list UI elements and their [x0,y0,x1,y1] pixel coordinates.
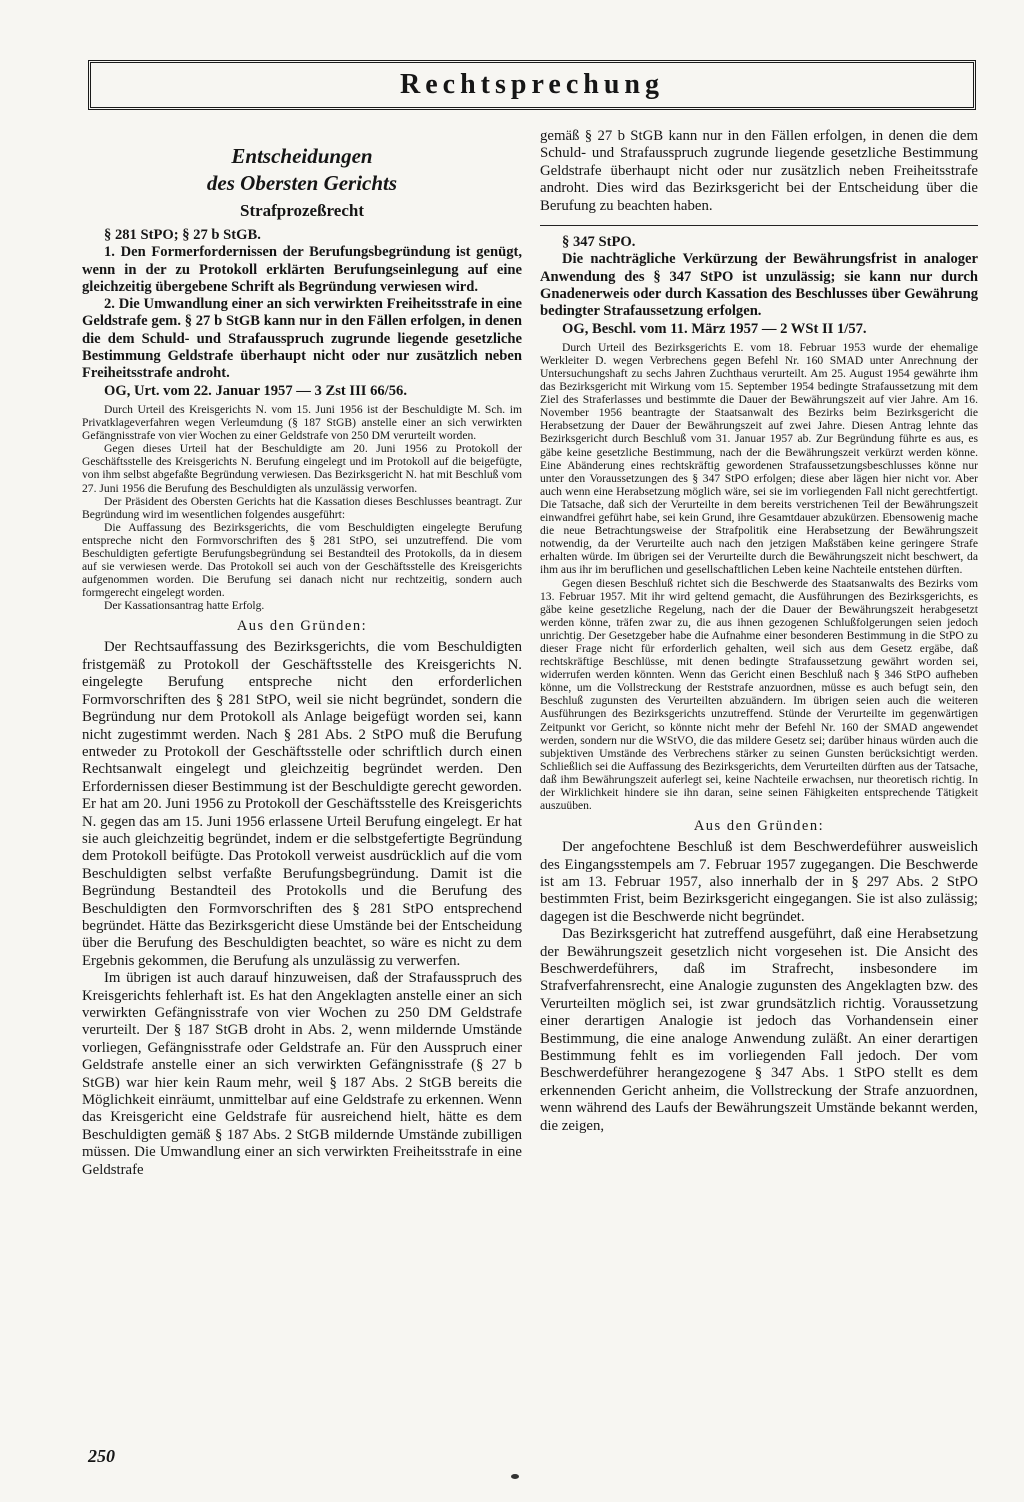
right-column [540,128,978,1135]
section-divider [540,225,978,226]
left-column [82,135,522,1179]
grounds-title: Aus den Gründen: [693,818,825,835]
facts-paragraph: Durch Urteil des Kreisgerichts N. vom 15. Juni 1956 ist der Beschuldigte M. Sch. im Privatklageverfahren wegen Verleumdung (§ 187 StGB) anstelle einer an sich verwirkten Gefängnisstrafe von vier Wochen zu einer Geldstrafe von 250 DM verurteilt worden. [82,402,522,443]
facts-paragraph: Gegen diesen Beschluß richtet sich die Beschwerde des Staatsanwalts des Bezirks vom 13. Februar 1957. Mit ihr wird geltend gemacht, die Ausführungen des Bezirksgerichts, es gäbe keine gesetzliche Regelung, nach der die Dauer der Bewährungszeit herabgesetzt werden könne, träfen zwar zu, die aus ihnen gezogenen Schlußfolgerungen seien jedoch unrichtig. Der Gesetzgeber habe die Aufnahme einer besonderen Bestimmung in die StPO zu dieser Frage nicht für erforderlich gehalten, weil sich aus dem Gesetz ergäbe, daß rechtskräftige Beschlüsse, mit denen bedingte Strafaussetzung gewährt worden sei, widerrufen werden könnten. Wenn das Gericht einen Beschluß nach § 346 StPO aufheben könne, um die Vollstreckung der Reststrafe anzuordnen, müsse es auch befugt sein, den Beschluß zugunsten des Verurteilten abzuändern. Im übrigen seien auch die weiteren Ausführungen des Bezirksgerichts unzutreffend. Stünde der Verurteilte im gegenwärtigen Zeitpunkt vor Gericht, so könnte nicht mehr der Befehl Nr. 160 der SMAD angewendet werden, sondern nur die WStVO, die das mildere Gesetz sei; darüber hinaus würden auch die subjektiven Umstände des Verbrechens stärker zu seinen Gunsten berücksichtigt werden. Schließlich sei die Auffassung des Bezirksgerichts, dem Verurteilten dürften aus der Tatsache, daß ihm Bewährungszeit auferlegt sei, keine Nachteile erwachsen, nur theoretisch richtig. In der Wirklichkeit hindere sie ihn daran, seine seinen Fähigkeiten entsprechende Tätigkeit auszuüben. [540,576,978,813]
statute-citation: § 281 StPO; § 27 b StGB. [104,227,261,243]
decision-heading-line-1: Entscheidungen [231,144,373,168]
section-masthead [88,60,976,110]
headnote-2: 2. Die Umwandlung einer an sich verwirkten Freiheitsstrafe in eine Geldstrafe gem. § 27 b StGB kann nur in den Fällen erfolgen, in denen die dem Schuld- und Strafausspruch zugrunde liegende gesetzliche Bestimmung Geldstrafe überhaupt nicht oder nur zusätzlich neben Freiheitsstrafe androht. [82,296,522,382]
facts-paragraph: Der Kassationsantrag hatte Erfolg. [104,599,265,613]
grounds-paragraph: Im übrigen ist auch darauf hinzuweisen, daß der Strafausspruch des Kreisgerichts fehlerhaft ist. Es hat den Angeklagten anstelle einer an sich verwirkten Gefängnisstrafe von vier Wochen zu 250 DM Geldstrafe verurteilt. Der § 187 StGB droht in Abs. 2, wenn mildernde Umstände vorliegen, Gefängnisstrafe oder Geldstrafe an. Für den Ausspruch einer Geldstrafe anstelle einer an sich verwirkten Gefängnisstrafe (§ 27 b StGB) war hier kein Raum mehr, weil § 187 Abs. 2 StGB bereits die Möglichkeit einräumt, unmittelbar auf eine Geldstrafe zu erkennen. Wenn das Kreisgericht eine Geldstrafe für ausreichend hielt, hätte es dem Beschuldigten gemäß § 187 Abs. 2 StGB mildernde Umstände zubilligen müssen. Die Umwandlung einer an sich verwirkten Freiheitsstrafe in eine Geldstrafe [82,970,522,1178]
section-title: Rechtsprechung [400,69,664,100]
grounds-paragraph: Der Rechtsauffassung des Bezirksgerichts, die vom Beschuldigten fristgemäß zu Protokoll der Geschäftsstelle des Kreisgerichts N. eingelegte Berufung entspreche nicht den erforderlichen Formvorschriften des § 281 StPO, weil sie nicht begründet, sondern die Begründung nur dem Protokoll als Anlage beigefügt worden sei, kann nicht zugestimmt werden. Nach § 281 Abs. 2 StPO muß die Berufung entweder zu Protokoll der Geschäftsstelle oder schriftlich durch einen Rechtsanwalt eingelegt und gleichzeitig begründet werden. Den Erfordernissen dieser Bestimmung ist der Beschuldigte gerecht geworden. Er hat am 20. Juni 1956 zu Protokoll der Geschäftsstelle des Kreisgerichts N. gegen das am 15. Juni 1956 erlassene Urteil Berufung eingelegt. Er hat sie auch gleichzeitig begründet, indem er die selbstgefertigte Begründung dem Protokoll beifügte. Das Protokoll verweist ausdrücklich auf die vom Beschuldigten selbst verfaßte Berufungsbegründung. Damit ist die Begründung Bestandteil des Protokolls und die Berufung des Beschuldigten den Formvorschriften des § 281 StPO entsprechend begründet. Hätte das Bezirksgericht diese Umstände bei der Entscheidung über die Berufung des Beschuldigten beachtet, so wäre es nicht zu dem Ergebnis gekommen, die Berufung als unzulässig zu verwerfen. [82,639,522,969]
decision-heading-line-2: des Obersten Gerichts [206,171,398,195]
ruling-reference: OG, Beschl. vom 11. März 1957 — 2 WSt II 1/57. [562,320,867,337]
grounds-paragraph: Das Bezirksgericht hat zutreffend ausgeführt, daß eine Herabsetzung der Bewährungszeit gesetzlich nicht vorgesehen ist. Die Ansicht des Beschwerdeführers, daß im Strafrecht, insbesondere im Strafverfahrensrecht, eine Analogie zugunsten des Angeklagten bzw. des Verurteilten möglich sei, ist zwar grundsätzlich richtig. Voraussetzung einer derartigen Analogie ist jedoch das Vorhandensein einer Bestimmung, die eine analoge Anwendung zuläßt. An einer derartigen Bestimmung fehlt es im vorliegenden Fall jedoch. Der vom Beschwerdeführer herangezogene § 347 Abs. 1 StPO stellt es dem erkennenden Gericht anheim, die Vollstreckung der Strafe anzuordnen, wenn während des Laufs der Bewährungszeit Umstände bekannt werden, die zeigen, [540,926,978,1134]
page-number: 250 [88,1446,115,1466]
ruling-reference: OG, Urt. vom 22. Januar 1957 — 3 Zst III 66/56. [104,382,407,399]
facts-paragraph: Durch Urteil des Bezirksgerichts E. vom 18. Februar 1953 wurde der ehemalige Werkleiter D. wegen Verbrechens gegen Befehl Nr. 160 SMAD unter Anrechnung der Untersuchungshaft zu sechs Jahren Zuchthaus verurteilt. Am 25. August 1954 gewährte ihm das Bezirksgericht mit Wirkung vom 15. September 1954 bedingte Strafaussetzung mit dem Ziel des Straferlasses und bestimmte die Dauer der Bewährungszeit auf vier Jahre. Am 16. November 1956 beantragte der Staatsanwalt des Bezirks beim Bezirksgericht die Herabsetzung der Dauer der Bewährungszeit auf zwei Jahre. Diesen Antrag lehnte das Bezirksgericht durch Beschluß vom 31. Januar 1957 ab. Zur Begründung führte es aus, es gäbe keine gesetzliche Bestimmung, nach der die Bewährungszeit verkürzt werden könne. Eine Abänderung eines rechtskräftig gewordenen Strafaussetzungsbeschlusses könne nur unter den Voraussetzungen des § 347 StPO erfolgen; diese aber lägen hier nicht vor. Aber auch wenn eine Herabsetzung möglich wäre, sei sie im vorliegenden Fall nicht gerechtfertigt. Die Tatsache, daß sich der Verurteilte in dem bereits verstrichenen Teil der Bewährungszeit einwandfrei geführt habe, sei kein Grund, ihre Gesamtdauer abzukürzen. Ebensowenig mache die neue Betrachtungsweise der Strafpolitik eine Herabsetzung der Bewährungszeit notwendig, da der Verurteilte auch nach den jetzigen Maßstäben keine geringere Strafe erhalten würde. Im übrigen sei der Verurteilte durch die Bewährungszeit nicht beschwert, da ihm aus ihr im beruflichen und gesellschaftlichen Leben keine Nachteile entstehen dürften. [540,340,978,577]
facts-paragraph: Der Präsident des Obersten Gerichts hat die Kassation dieses Beschlusses beantragt. Zur Begründung wird im wesentlichen folgendes ausgeführt: [82,494,522,521]
grounds-title: Aus den Gründen: [236,618,368,635]
headnote: Die nachträgliche Verkürzung der Bewährungsfrist in analoger Anwendung des § 347 StPO ist unzulässig; sie kann nur durch Gnadenerweis oder durch Kassation des Beschlusses über Gewährung bedingter Strafaussetzung erfolgen. [540,251,978,320]
facts-paragraph: Die Auffassung des Bezirksgerichts, die vom Beschuldigten eingelegte Berufung entspreche nicht den Formvorschriften des § 281 StPO, sei unzutreffend. Die vom Beschuldigten gefertigte Berufungsbegründung sei Bestandteil des Protokolls, da in diesem auf sie verwiesen werde. Das Protokoll sei auch von der Geschäftsstelle des Kreisgerichts aufgenommen worden. Die Berufung sei danach nicht nur rechtzeitig, sondern auch formgerecht eingelegt worden. [82,520,522,600]
continuation-paragraph: gemäß § 27 b StGB kann nur in den Fällen erfolgen, in denen die dem Schuld- und Strafausspruch zugrunde liegende gesetzliche Bestimmung Geldstrafe überhaupt nicht oder nur zusätzlich neben Freiheitsstrafe androht. Dies wird das Bezirksgericht bei der Entscheidung über die Berufung zu beachten haben. [540,128,978,214]
statute-citation: § 347 StPO. [562,234,636,251]
headnote-1: 1. Den Formerfordernissen der Berufungsbegründung ist genügt, wenn in der zu Protokoll erklärten Berufungseinlegung auf eine gleichzeitig übergebene Schrift als Begründung verwiesen wird. [82,244,522,295]
facts-paragraph: Gegen dieses Urteil hat der Beschuldigte am 20. Juni 1956 zu Protokoll der Geschäftsstelle des Kreisgerichts N. Berufung eingelegt und im Protokoll auf die beigefügte, von ihm selbst abgefaßte Begründung verwiesen. Das Bezirksgericht N. hat mit Beschluß vom 27. Juni 1956 die Berufung des Beschuldigten als unzulässig verworfen. [82,442,522,495]
subheading: Strafprozeßrecht [239,201,364,220]
grounds-paragraph: Der angefochtene Beschluß ist dem Beschwerdeführer ausweislich des Eingangsstempels am 7. Februar 1957 zugegangen. Die Beschwerde ist am 13. Februar 1957, also innerhalb der in § 297 Abs. 2 StPO bestimmten Frist, beim Bezirksgericht eingegangen. Sie ist also zulässig; dagegen ist die Beschwerde nicht begründet. [540,839,978,925]
ink-dot [511,1474,519,1479]
decision-heading [82,143,522,197]
